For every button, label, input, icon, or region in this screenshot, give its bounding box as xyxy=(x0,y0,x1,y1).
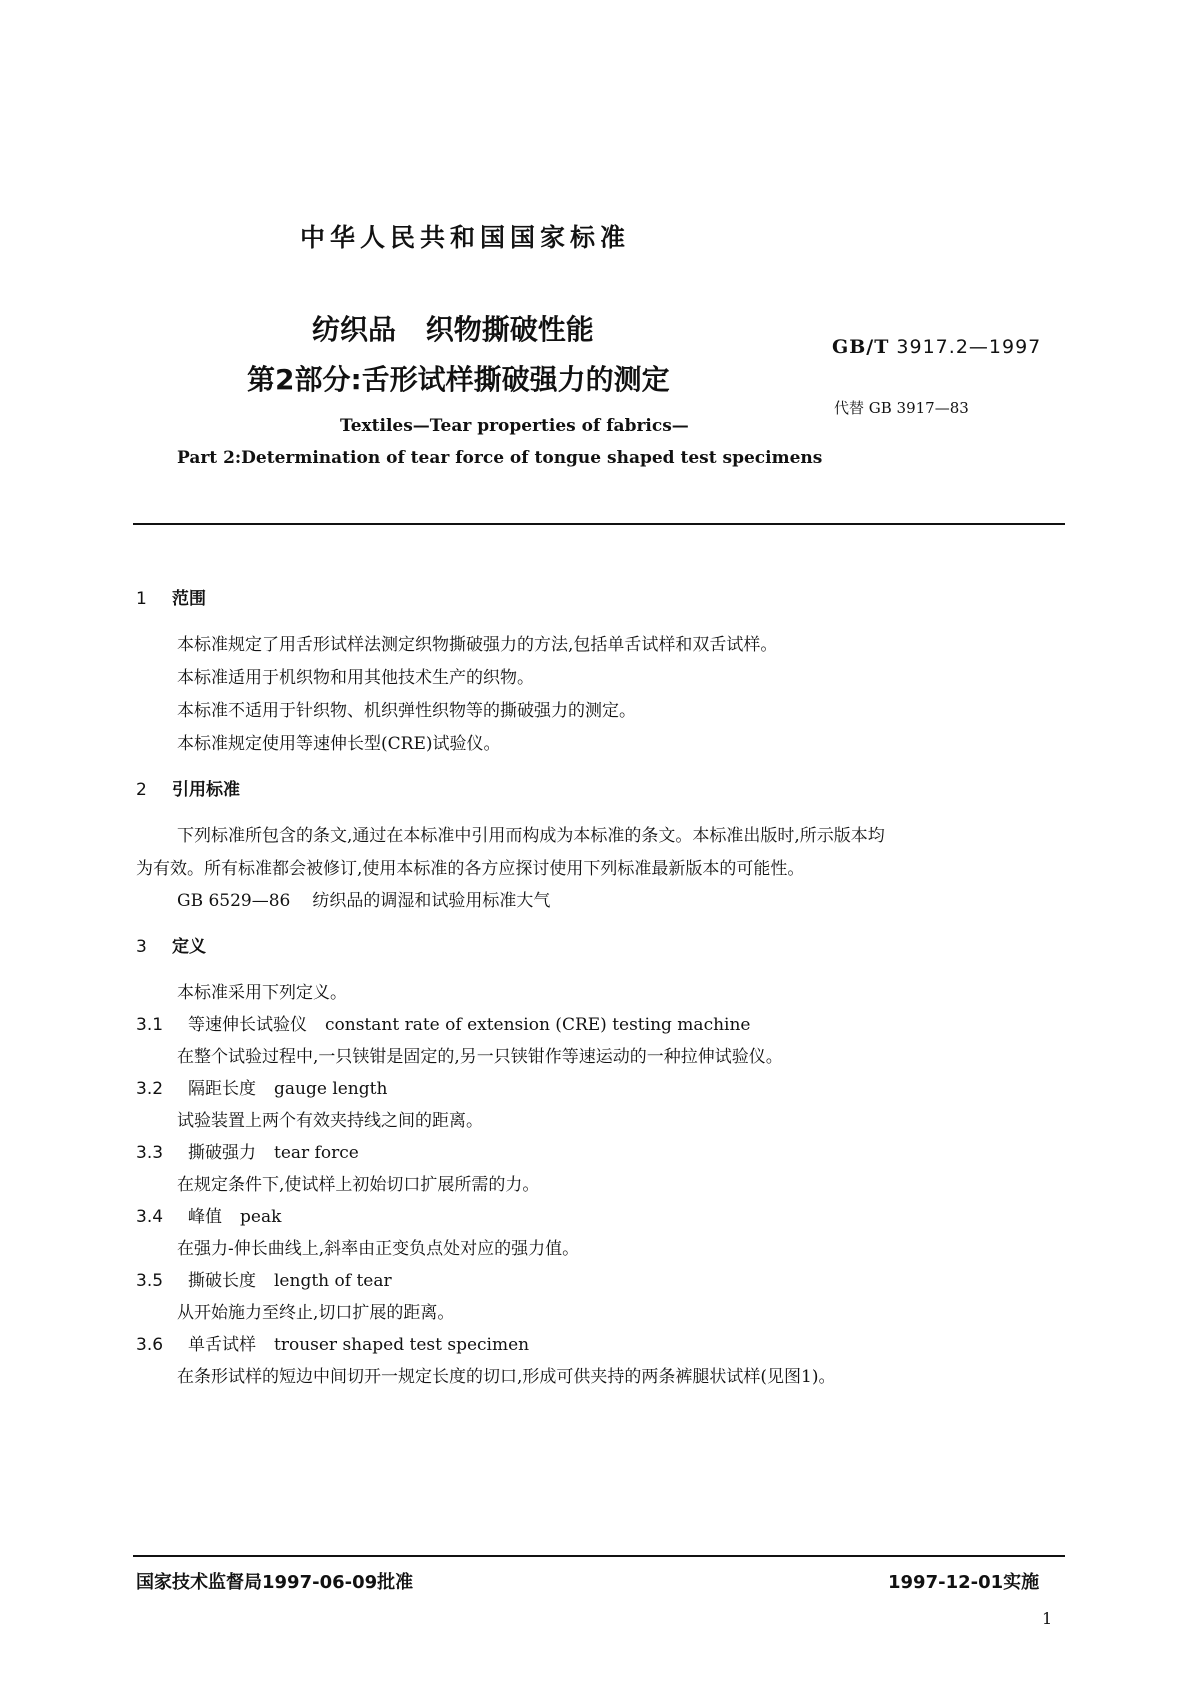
effective-date: 1997-12-01实施 xyxy=(888,1572,1040,1593)
definition-term xyxy=(136,1138,359,1163)
definition-description: 在条形试样的短边中间切开一规定长度的切口,形成可供夹持的两条裤腿状试样(见图1)。 xyxy=(177,1367,836,1387)
definition-description: 在强力-伸长曲线上,斜率由正变负点处对应的强力值。 xyxy=(177,1239,580,1259)
definition-term xyxy=(136,1074,387,1099)
definition-number: 3.1 xyxy=(136,1015,164,1035)
section-2-paragraph-line-1: 下列标准所包含的条文,通过在本标准中引用而构成为本标准的条文。本标准出版时,所示版本均 xyxy=(177,826,885,846)
standard-code-prefix: GB/T xyxy=(832,336,890,358)
definition-term-en: gauge length xyxy=(274,1079,388,1099)
definition-term xyxy=(136,1330,529,1355)
section-1-paragraph: 本标准规定使用等速伸长型(CRE)试验仪。 xyxy=(177,734,501,754)
section-3-title: 定义 xyxy=(172,937,206,957)
page-number: 1 xyxy=(1042,1609,1053,1628)
approval-date: 国家技术监督局1997-06-09批准 xyxy=(136,1572,414,1593)
definition-term xyxy=(136,1202,281,1227)
definition-number: 3.6 xyxy=(136,1335,164,1355)
english-title-line-1: Textiles—Tear properties of fabrics— xyxy=(340,416,689,436)
definition-term xyxy=(136,1010,750,1035)
section-1-title: 范围 xyxy=(172,589,206,609)
replaces-note: 代替 GB 3917—83 xyxy=(834,399,969,417)
section-3-number: 3 xyxy=(136,937,147,957)
english-title-line-2: Part 2:Determination of tear force of tongue shaped test specimens xyxy=(177,448,823,468)
definition-description: 试验装置上两个有效夹持线之间的距离。 xyxy=(177,1111,483,1131)
definition-number: 3.2 xyxy=(136,1079,164,1099)
referenced-standard-title: 纺织品的调湿和试验用标准大气 xyxy=(312,891,551,911)
header-divider xyxy=(133,523,1065,525)
section-1-paragraph: 本标准适用于机织物和用其他技术生产的织物。 xyxy=(177,668,534,688)
title-line-2: 第2部分:舌形试样撕破强力的测定 xyxy=(247,363,670,396)
definition-term-en: peak xyxy=(240,1207,282,1227)
section-3-heading xyxy=(136,932,206,957)
referenced-standard xyxy=(177,886,550,911)
definition-number: 3.5 xyxy=(136,1271,164,1291)
definition-term-zh: 等速伸长试验仪 xyxy=(188,1015,307,1035)
standard-code-number: 3917.2—1997 xyxy=(896,336,1042,358)
definition-term-en: constant rate of extension (CRE) testing machine xyxy=(325,1015,751,1035)
definition-term-en: trouser shaped test specimen xyxy=(274,1335,530,1355)
section-2-title: 引用标准 xyxy=(172,780,240,800)
section-2-paragraph-line-2: 为有效。所有标准都会被修订,使用本标准的各方应探讨使用下列标准最新版本的可能性。 xyxy=(136,859,805,879)
section-1-number: 1 xyxy=(136,589,147,609)
section-3-intro: 本标准采用下列定义。 xyxy=(177,983,347,1003)
section-1-paragraph: 本标准不适用于针织物、机织弹性织物等的撕破强力的测定。 xyxy=(177,701,636,721)
title-line-1: 纺织品 织物撕破性能 xyxy=(312,313,594,346)
referenced-standard-code: GB 6529—86 xyxy=(177,891,291,911)
standard-code xyxy=(832,336,1041,358)
footer-divider xyxy=(133,1555,1065,1557)
definition-term-zh: 撕破长度 xyxy=(188,1271,256,1291)
definition-description: 在规定条件下,使试样上初始切口扩展所需的力。 xyxy=(177,1175,540,1195)
definition-number: 3.3 xyxy=(136,1143,164,1163)
definition-term-zh: 峰值 xyxy=(188,1207,222,1227)
definition-description: 从开始施力至终止,切口扩展的距离。 xyxy=(177,1303,455,1323)
national-standard-heading: 中华人民共和国国家标准 xyxy=(300,223,631,252)
definition-term-zh: 撕破强力 xyxy=(188,1143,256,1163)
definition-term-en: length of tear xyxy=(274,1271,392,1291)
section-1-paragraph: 本标准规定了用舌形试样法测定织物撕破强力的方法,包括单舌试样和双舌试样。 xyxy=(177,635,778,655)
definition-term-en: tear force xyxy=(274,1143,359,1163)
definition-term xyxy=(136,1266,392,1291)
definition-term-zh: 隔距长度 xyxy=(188,1079,256,1099)
section-1-heading xyxy=(136,584,206,609)
definition-description: 在整个试验过程中,一只铗钳是固定的,另一只铗钳作等速运动的一种拉伸试验仪。 xyxy=(177,1047,783,1067)
definition-term-zh: 单舌试样 xyxy=(188,1335,256,1355)
section-2-number: 2 xyxy=(136,780,147,800)
section-2-heading xyxy=(136,775,240,800)
definition-number: 3.4 xyxy=(136,1207,164,1227)
